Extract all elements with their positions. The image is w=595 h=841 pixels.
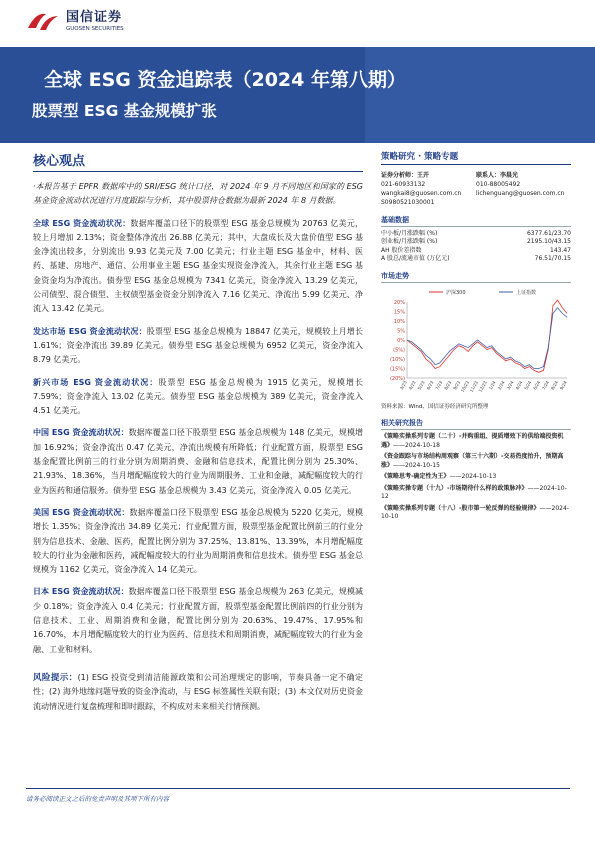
developed-keyword: 发达市场 ESG 资金流动状况： bbox=[33, 326, 147, 336]
y-tick-label: 0% bbox=[397, 338, 405, 345]
related-title: 相关研究报告 bbox=[381, 418, 571, 430]
x-tick-label: 11/23 bbox=[468, 380, 479, 394]
legend-label: 沪深300 bbox=[446, 290, 466, 297]
core-viewpoints bbox=[33, 150, 363, 722]
sidebar bbox=[381, 150, 571, 525]
logo-cn: 国信证券 bbox=[66, 9, 123, 25]
risk-text: (1) ESG 投资受到清洁能源政策和公司治理规定的影响，节奏具备一定不确定性；(2) 海外地缘问题导致的资金净流动，与 ESG 标签属性关联有限；(3) 本文仅对历史资金流动情况进行复盘梳理和即时跟踪，不构成对未来相关行情预测。 bbox=[33, 672, 363, 711]
basic-row: AH 股价差指数 143.47 bbox=[381, 246, 571, 254]
chart-source: 资料来源：Wind、国信证券经济研究所整理 bbox=[381, 404, 489, 411]
series-line bbox=[407, 308, 567, 369]
related-report[interactable]: 《策略实操系列专题（二十）-并购重组、提质增效下的供给端投资机遇》——2024-10-18 bbox=[381, 433, 564, 449]
y-tick-label: 5% bbox=[397, 328, 405, 335]
footer-disclaimer: 请务必阅读正文之后的免责声明及其项下所有内容 bbox=[26, 788, 570, 803]
risk-paragraph bbox=[33, 671, 363, 714]
x-tick-label: 7/23 bbox=[434, 380, 444, 391]
logo-en: GUOSEN SECURITIES bbox=[66, 25, 124, 32]
us-keyword: 美国 ESG 资金流动状况： bbox=[33, 507, 130, 517]
developed-paragraph bbox=[33, 325, 363, 368]
china-text: 数据库覆盖口径下股票型 ESG 基金总规模为 148 亿美元，规模增加 16.92%；资金净流出 0.47 亿美元，净流出规模有所降低；行业配置方面，股票型 ESG 基金配置比例前三的行业分别为周期消费、金融和信息技术，配置比例分别为 25.30%、21.93%、18.36%，当月增配幅度较大的行业为周期服务、工业和金融，减配幅度较大的行业为医药和通信服务。债券型 ESG 基金总规模为 3.43 亿美元，资金净流入 0.05 亿美元。 bbox=[33, 428, 363, 495]
market-trend-chart bbox=[381, 286, 571, 398]
emerging-text: 股票型 ESG 基金总规模为 1915 亿美元，规模增长 7.59%；资金净流入 13.02 亿美元。债券型 ESG 基金总规模为 389 亿美元，资金净流入 4.51 亿美元。 bbox=[33, 377, 363, 416]
global-paragraph bbox=[33, 217, 363, 317]
analyst1-email[interactable]: wangkai8@guosen.com.cn bbox=[381, 190, 462, 197]
japan-paragraph bbox=[33, 585, 363, 656]
basic-row: A 股总/流通市值 (万亿元) 76.51/70.15 bbox=[381, 254, 571, 262]
y-tick-label: (15%) bbox=[389, 366, 405, 373]
analyst1-label: 证券分析师：王开 bbox=[381, 172, 430, 179]
analyst-info bbox=[381, 171, 571, 207]
intro-paragraph: ·本报告基于 EPFR 数据库中的 SRI/ESG 统计口径，对 2024 年 9 月不同地区和国家的 ESG 基金资金流动状况进行月度跟踪与分析，其中股票持仓数据为最新 2024 年 8 月数据。 bbox=[33, 182, 363, 206]
x-tick-label: 5/23 bbox=[416, 380, 426, 391]
y-tick-label: (20%) bbox=[389, 376, 405, 383]
global-text: 数据库覆盖口径下的股票型 ESG 基金总规模为 20763 亿美元，较上月增加 2.13%；资金整体净流出 26.88 亿美元；其中，大盘成长及大盘价值型 ESG 基金净流出较多，分别流出 9.93 亿美元及 7.00 亿美元；行业主题 ESG 基金中，材料、医药、基建、房地产、通信、公用事业主题 ESG 基金实现资金净流入，其余行业主题 ESG 基金资金均为净流出。债券型 ESG 基金总规模为 7341 亿美元，资金净流入 13.29 亿美元，公司债型、混合债型、主权债型基金资金分别净流入 7.16 亿美元、净流出 5.99 亿美元、净流入 13.42 亿美元。 bbox=[33, 218, 363, 314]
guosen-logo-icon bbox=[26, 8, 60, 34]
us-text: 数据库覆盖口径下股票型 ESG 基金总规模为 5220 亿美元，规模增长 1.35%；资金净流出 34.89 亿美元；行业配置方面，股票型基金配置比例前三的行业分别为信息技术、金融、医药，配置比例分别为 37.25%、13.81%、13.39%，本月增配幅度较大的行业为金融和医药，减配幅度较大的行业为周期消费和信息技术。债券型 ESG 基金总规模为 1162 亿美元，资金净流入 14 亿美元。 bbox=[33, 507, 363, 575]
title-banner bbox=[0, 47, 595, 143]
analyst2-email[interactable]: lichenguang@guosen.com.cn bbox=[476, 190, 565, 197]
japan-keyword: 日本 ESG 资金流动状况： bbox=[33, 587, 129, 597]
x-tick-label: 12/23 bbox=[477, 380, 488, 394]
x-tick-label: 6/23 bbox=[425, 380, 435, 391]
y-tick-label: (5%) bbox=[393, 347, 405, 354]
y-tick-label: 10% bbox=[393, 319, 405, 326]
x-tick-label: 10/23 bbox=[459, 380, 471, 394]
x-tick-label: 5/24 bbox=[523, 380, 533, 391]
x-tick-label: 4/24 bbox=[514, 380, 524, 391]
analyst2-phone: 010-88005492 bbox=[476, 181, 521, 188]
risk-keyword: 风险提示： bbox=[33, 672, 78, 683]
china-paragraph bbox=[33, 426, 363, 497]
x-tick-label: 6/24 bbox=[532, 380, 542, 391]
x-tick-label: 4/23 bbox=[407, 380, 417, 391]
x-tick-label: 1/24 bbox=[487, 380, 497, 391]
us-paragraph bbox=[33, 506, 363, 577]
related-report[interactable]: 《策略实操系列专题（十八）-股市第一轮反弹的经验规律》——2024-10-10 bbox=[381, 504, 569, 521]
basic-row: 创业板/月涨跌幅 (%) 2195.10/43.15 bbox=[381, 238, 571, 246]
report-category: 策略研究 · 策略专题 bbox=[381, 150, 571, 165]
emerging-keyword: 新兴市场 ESG 资金流动状况： bbox=[33, 377, 159, 387]
analyst2-label: 联系人：李晨光 bbox=[476, 172, 519, 179]
developed-text: 股票型 ESG 基金总规模为 18847 亿美元，规模较上月增长 1.61%；资金净流出 39.89 亿美元。债券型 ESG 基金总规模为 6952 亿美元，资金净流入 8.79 亿美元。 bbox=[33, 326, 363, 365]
japan-text: 数据库覆盖口径下股票型 ESG 基金总规模为 263 亿美元，规模减少 0.18%；资金净流入 0.4 亿美元；行业配置方面，股票型基金配置比例前四的行业分别为信息技术、工业、周期消费和金融，配置比例分别为 20.63%、19.47%、17.95%和 16.70%，本月增配幅度较大的行业为医药、信息技术和周期消费，减配幅度较大的行业为金融、工业和材料。 bbox=[33, 587, 363, 654]
x-tick-label: 9/24 bbox=[558, 380, 568, 391]
global-keyword: 全球 ESG 资金流动状况： bbox=[33, 218, 131, 228]
x-tick-label: 9/23 bbox=[452, 380, 462, 391]
report-title: 全球 ESG 资金追踪表（2024 年第八期） bbox=[44, 69, 406, 91]
company-logo bbox=[26, 8, 124, 34]
core-title: 核心观点 bbox=[33, 150, 363, 172]
basic-row: 中小板/月涨跌幅 (%) 6377.61/23.70 bbox=[381, 230, 571, 237]
legend-label: 上证指数 bbox=[516, 290, 537, 297]
analyst1-phone: 021-60933132 bbox=[381, 181, 426, 188]
basic-data-title: 基础数据 bbox=[381, 215, 571, 227]
emerging-paragraph bbox=[33, 376, 363, 419]
x-tick-label: 8/23 bbox=[443, 380, 453, 391]
related-report[interactable]: 《策略思考-确定性为王》——2024-10-13 bbox=[381, 473, 497, 481]
report-subtitle: 股票型 ESG 基金规模扩张 bbox=[32, 102, 217, 120]
related-report[interactable]: 《资金跟踪与市场结构周观察（第三十六期）-交易热度抬升，预期高涨》——2024-10-15 bbox=[381, 453, 564, 469]
china-keyword: 中国 ESG 资金流动状况： bbox=[33, 428, 129, 438]
x-tick-label: 3/23 bbox=[398, 380, 408, 391]
x-tick-label: 8/24 bbox=[549, 380, 559, 391]
y-tick-label: 20% bbox=[393, 300, 405, 307]
basic-data-table bbox=[381, 230, 571, 263]
x-tick-label: 7/24 bbox=[541, 380, 551, 391]
x-tick-label: 2/24 bbox=[496, 380, 506, 391]
y-tick-label: 15% bbox=[393, 309, 405, 316]
trend-title: 市场走势 bbox=[381, 271, 571, 283]
series-line bbox=[407, 300, 567, 372]
analyst1-cert: S0980521030001 bbox=[381, 199, 435, 206]
related-report[interactable]: 《策略实操专题（十九）-市场期待什么样的政策脉冲》——2024-10-12 bbox=[381, 484, 567, 501]
x-tick-label: 3/24 bbox=[505, 380, 515, 391]
y-tick-label: (10%) bbox=[389, 357, 405, 364]
